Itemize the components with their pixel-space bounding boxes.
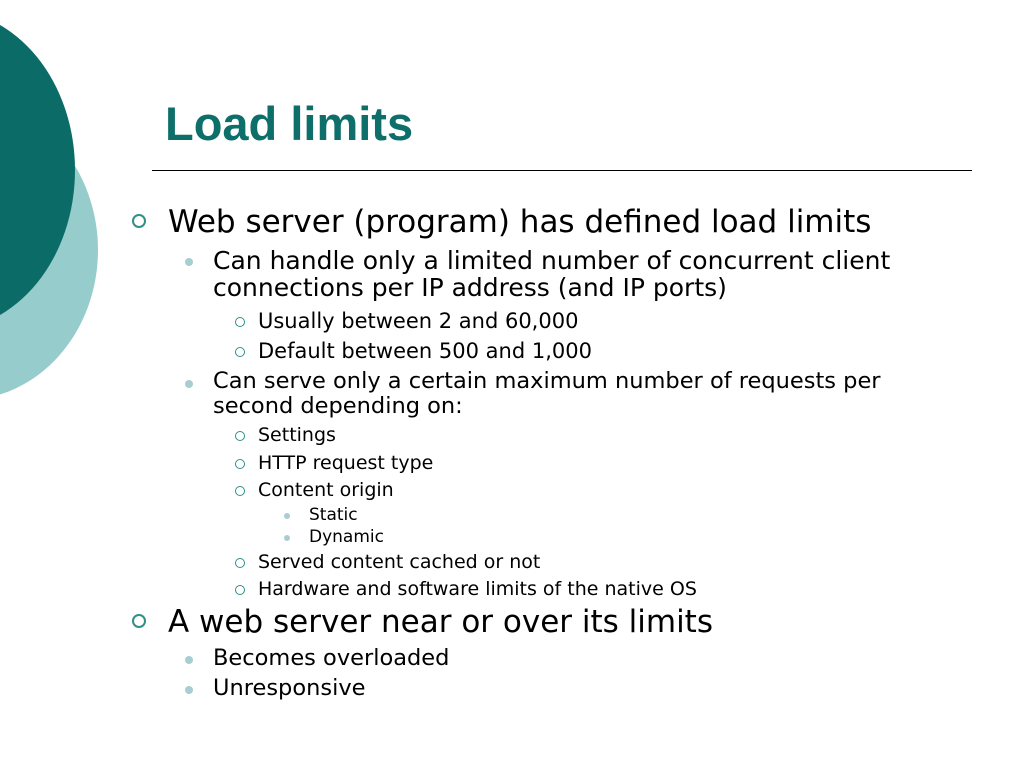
filled-dot-bullet-icon [185, 686, 193, 694]
bullet-text: A web server near or over its limits [168, 604, 713, 640]
bullet-item [213, 645, 449, 672]
bullet-text: Content origin [258, 479, 394, 501]
hollow-circle-bullet-icon [235, 558, 245, 568]
bullet-item [258, 309, 578, 333]
bullet-item [213, 247, 890, 301]
filled-dot-bullet-icon [185, 656, 193, 664]
bullet-text-line-1: Can serve only a certain maximum number of requests per [213, 368, 881, 394]
slide-title: Load limits [165, 97, 414, 150]
bullet-item [258, 550, 540, 574]
filled-dot-bullet-icon [185, 380, 193, 388]
hollow-circle-bullet-icon [132, 214, 146, 228]
bullet-item [258, 423, 336, 447]
bullet-text-line-1: Can handle only a limited number of concurrent client [213, 246, 891, 275]
bullet-text: Default between 500 and 1,000 [258, 339, 592, 363]
bullet-text-line-2: connections per IP address (and IP ports) [213, 273, 727, 302]
bullet-item [168, 205, 871, 239]
hollow-circle-bullet-icon [235, 317, 245, 327]
filled-dot-bullet-icon [284, 535, 290, 541]
bullet-item [168, 605, 713, 639]
filled-dot-bullet-icon [185, 258, 193, 266]
hollow-circle-bullet-icon [132, 614, 146, 628]
bullet-item [309, 505, 358, 525]
bullet-item [213, 369, 881, 419]
bullet-item [258, 339, 592, 363]
bullet-text: Dynamic [309, 527, 384, 547]
bullet-text: Static [309, 505, 358, 525]
bullet-text: Settings [258, 424, 336, 446]
hollow-circle-bullet-icon [235, 347, 245, 357]
hollow-circle-bullet-icon [235, 486, 245, 496]
hollow-circle-bullet-icon [235, 459, 245, 469]
bullet-text: HTTP request type [258, 452, 434, 474]
bullet-item [258, 451, 433, 475]
bullet-text: Unresponsive [213, 675, 366, 701]
bullet-text: Served content cached or not [258, 551, 541, 573]
bullet-text: Usually between 2 and 60,000 [258, 309, 579, 333]
hollow-circle-bullet-icon [235, 585, 245, 595]
bullet-text-line-2: second depending on: [213, 393, 463, 419]
bullet-text: Hardware and software limits of the native OS [258, 578, 697, 600]
hollow-circle-bullet-icon [235, 431, 245, 441]
bullet-text: Becomes overloaded [213, 645, 450, 671]
bullet-text: Web server (program) has defined load limits [168, 204, 872, 240]
bullet-item [309, 527, 384, 547]
bullet-item [213, 675, 366, 702]
bullet-item [258, 478, 394, 502]
filled-dot-bullet-icon [284, 513, 290, 519]
bullet-item [258, 577, 697, 601]
